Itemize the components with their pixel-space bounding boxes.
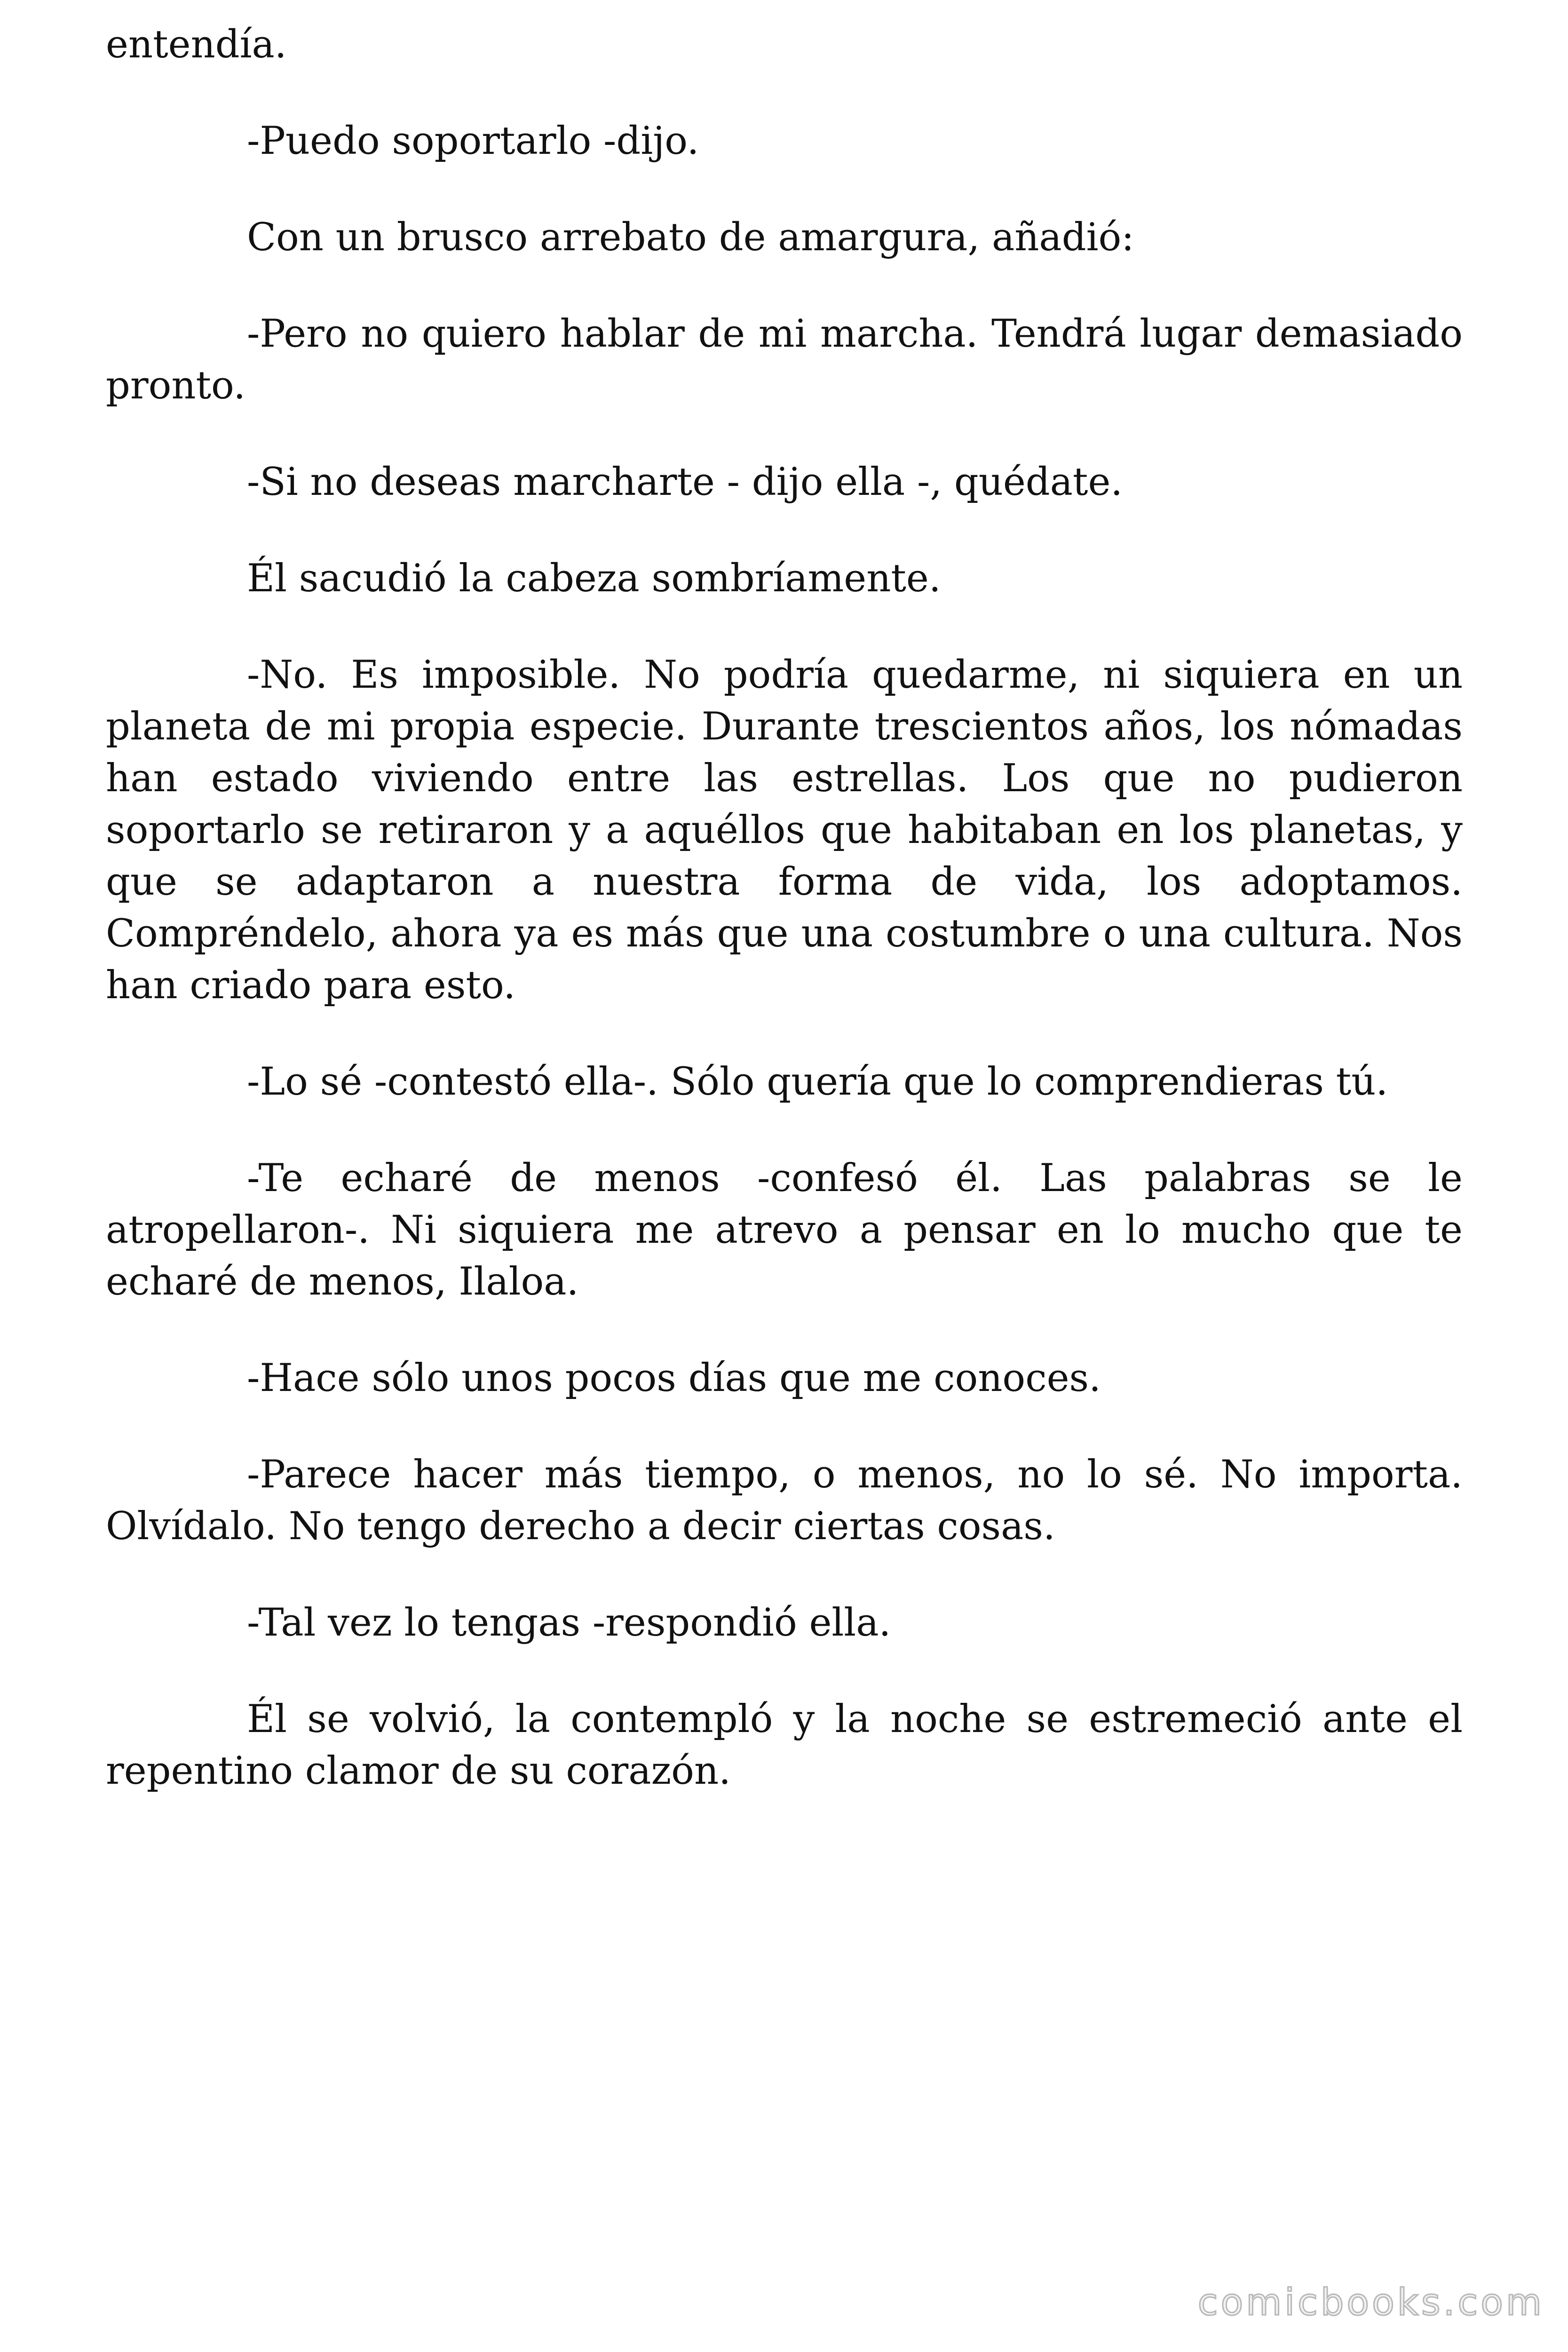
- watermark: comicbooks.com: [1197, 2281, 1544, 2324]
- paragraph: -Tal vez lo tengas -respondió ella.: [247, 1601, 891, 1645]
- paragraph: -Lo sé -contestó ella-. Sólo quería que lo comprendieras tú.: [247, 1060, 1388, 1104]
- paragraph: -No. Es imposible. No podría quedarme, ni siquiera en un planeta de mi propia especie. Durante trescientos años, los nómadas han estado viviendo entre las estrellas. Los que no pudieron soportarlo se retiraron y a aquéllos que habitaban en los planetas, y que se adaptaron a nuestra forma de vida, los adoptamos. Compréndelo, ahora ya es más que una costumbre o una cultura. Nos han criado para esto.: [106, 653, 1463, 1008]
- paragraph: Con un brusco arrebato de amargura, añadió:: [247, 215, 1134, 260]
- paragraph: -Hace sólo unos pocos días que me conoces.: [247, 1356, 1101, 1400]
- paragraph-continuation: entendía.: [106, 23, 287, 67]
- paragraph: -Parece hacer más tiempo, o menos, no lo sé. No importa. Olvídalo. No tengo derecho a decir ciertas cosas.: [106, 1453, 1463, 1549]
- paragraph: Él se volvió, la contempló y la noche se estremeció ante el repentino clamor de su corazón.: [106, 1697, 1463, 1793]
- paragraph: Él sacudió la cabeza sombríamente.: [247, 556, 941, 601]
- paragraph: -Te echaré de menos -confesó él. Las palabras se le atropellaron-. Ni siquiera me atrevo a pensar en lo mucho que te echaré de menos, Ilaloa.: [106, 1156, 1463, 1304]
- paragraph: -Si no deseas marcharte - dijo ella -, quédate.: [247, 460, 1123, 504]
- page-body: [106, 19, 1463, 1842]
- paragraph: -Pero no quiero hablar de mi marcha. Tendrá lugar demasiado pronto.: [106, 312, 1463, 408]
- paragraph: -Puedo soportarlo -dijo.: [247, 119, 699, 163]
